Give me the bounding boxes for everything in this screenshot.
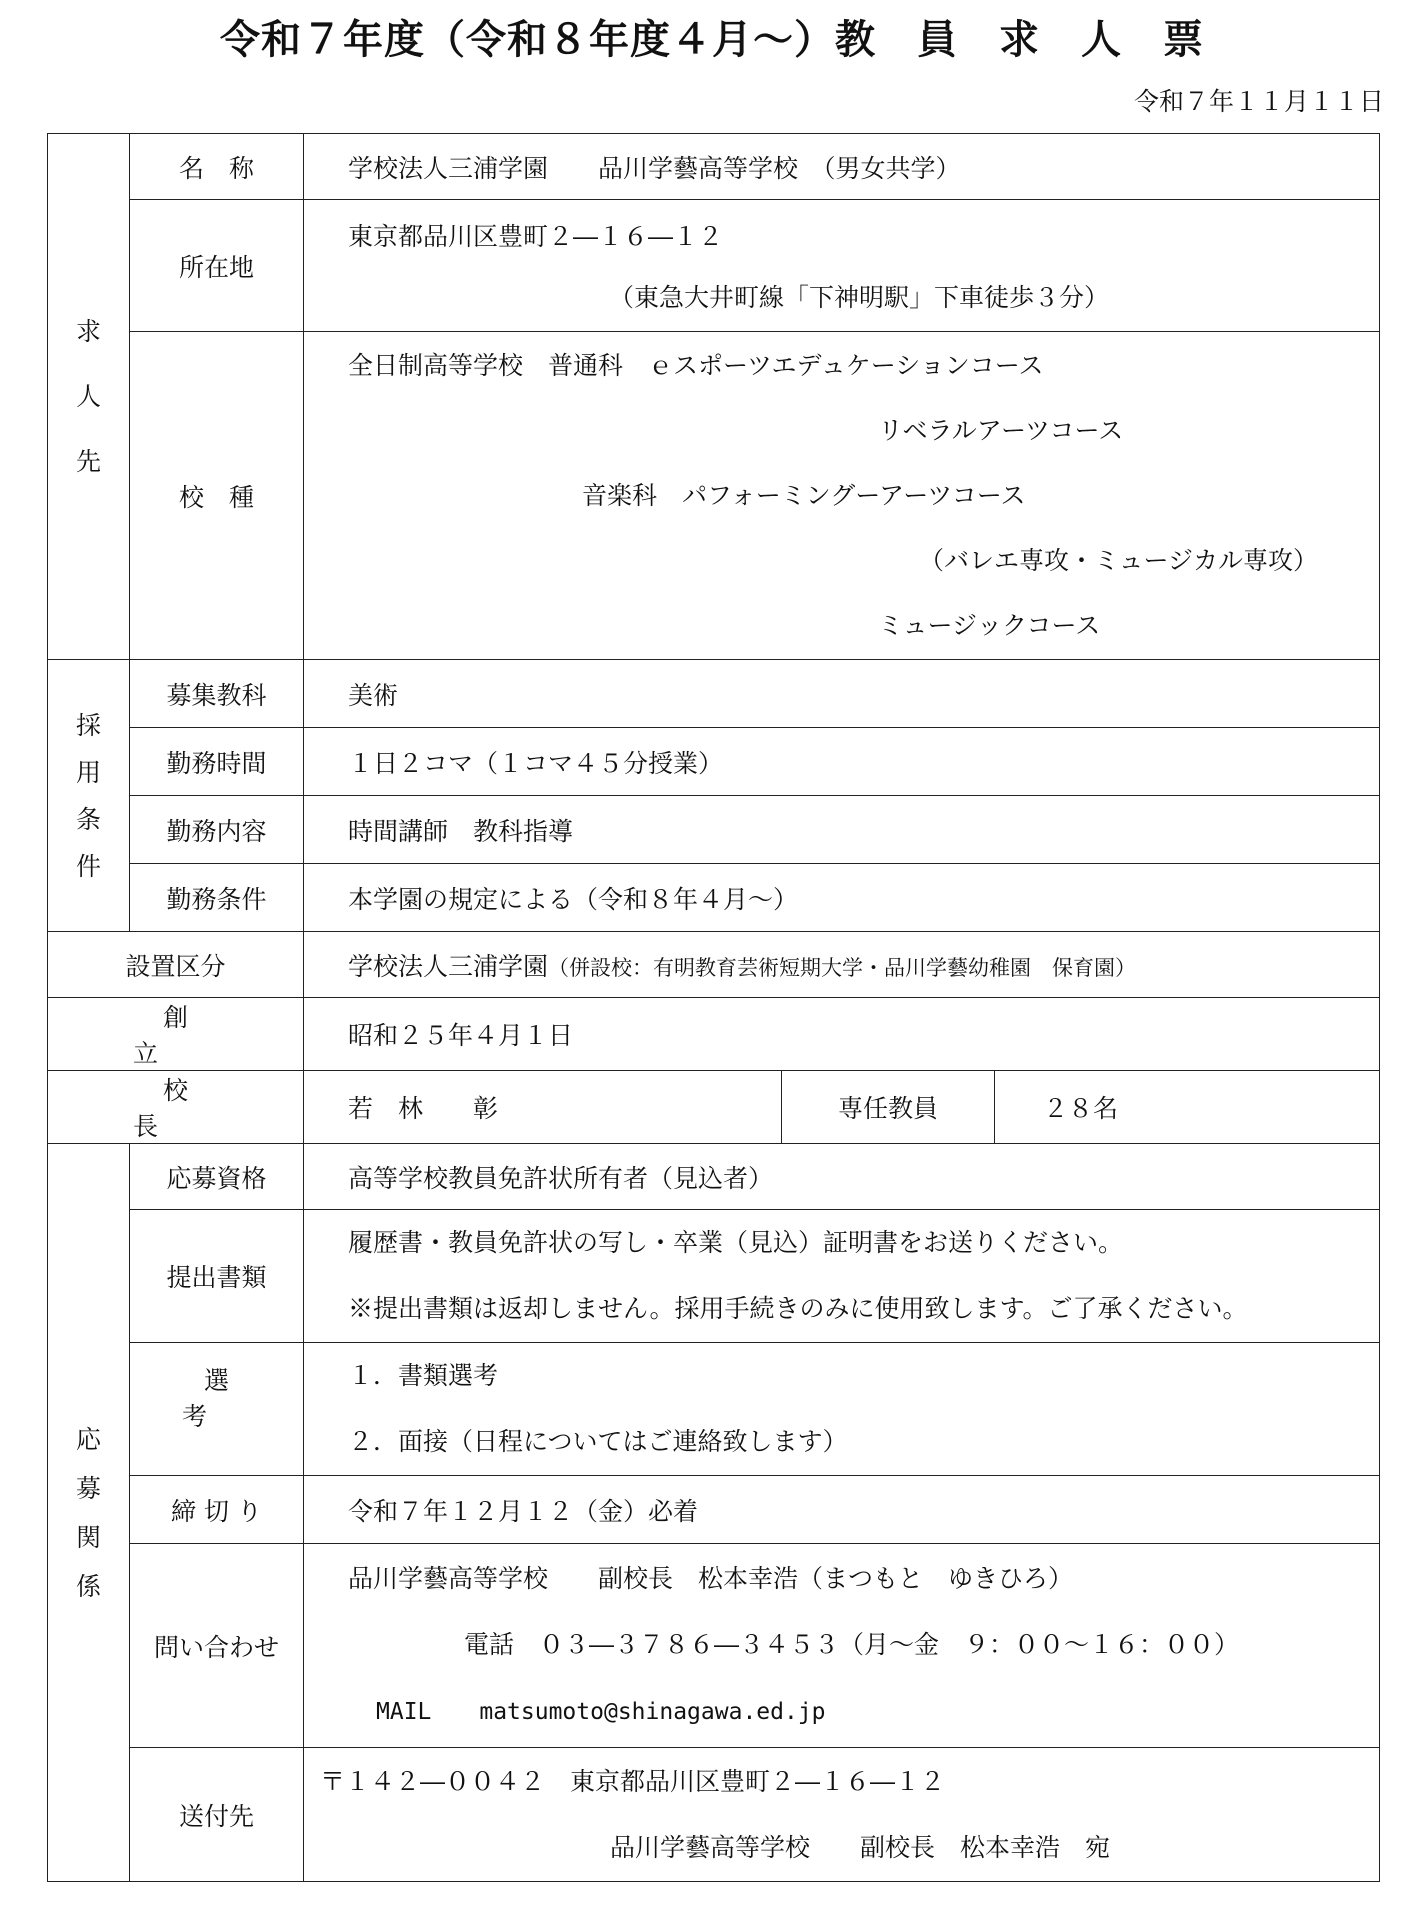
value-founded: 昭和２５年４月１日 <box>304 998 1380 1071</box>
value-duties: 時間講師 教科指導 <box>304 796 1380 864</box>
label-location: 所在地 <box>130 200 304 332</box>
value-subject: 美術 <box>304 660 1380 728</box>
label-category: 設置区分 <box>48 932 304 998</box>
issue-date: 令和７年１１月１１日 <box>1133 87 1384 116</box>
value-selection: １．書類選考 ２．面接（日程についてはご連絡致します） <box>304 1343 1380 1476</box>
value-qualification: 高等学校教員免許状所有者（見込者） <box>304 1144 1380 1210</box>
label-send-to: 送付先 <box>130 1748 304 1882</box>
value-contact: 品川学藝高等学校 副校長 松本幸浩（まつもと ゆきひろ） 電話 ０３―３７８６―３４５３（月～金 ９：００～１６：００） MAIL matsumoto@shinagawa.ed.jp <box>304 1544 1380 1748</box>
section-application: 応 募 関 係 <box>48 1144 130 1882</box>
label-documents: 提出書類 <box>130 1210 304 1343</box>
label-contact: 問い合わせ <box>130 1544 304 1748</box>
section-conditions: 採 用 条 件 <box>48 660 130 932</box>
value-hours: １日２コマ（１コマ４５分授業） <box>304 728 1380 796</box>
label-founded: 創 立 <box>48 998 304 1071</box>
label-school-type: 校 種 <box>130 332 304 660</box>
value-principal: 若 林 彰 <box>304 1071 782 1144</box>
label-name: 名 称 <box>130 134 304 200</box>
mail-label: MAIL <box>376 1699 432 1725</box>
label-deadline: 締 切 り <box>130 1476 304 1544</box>
value-deadline: 令和７年１２月１２（金）必着 <box>304 1476 1380 1544</box>
value-school-type: 全日制高等学校 普通科 ｅスポーツエデュケーションコース リベラルアーツコース 音楽科 パフォーミングーアーツコース （バレエ専攻・ミュージカル専攻） ミュージックコース <box>304 332 1380 660</box>
value-category: 学校法人三浦学園（併設校：有明教育芸術短期大学・品川学藝幼稚園 保育園） <box>304 932 1380 998</box>
value-send-to: 〒１４２―００４２ 東京都品川区豊町２―１６―１２ 品川学藝高等学校 副校長 松本幸浩 宛 <box>304 1748 1380 1882</box>
value-name: 学校法人三浦学園 品川学藝高等学校 （男女共学） <box>304 134 1380 200</box>
label-hours: 勤務時間 <box>130 728 304 796</box>
page-title: 令和７年度（令和８年度４月～）教 員 求 人 票 <box>220 16 1204 63</box>
mail-address[interactable]: matsumoto@shinagawa.ed.jp <box>479 1699 826 1725</box>
label-selection: 選 考 <box>130 1343 304 1476</box>
value-staff: ２８名 <box>995 1071 1380 1144</box>
label-qualification: 応募資格 <box>130 1144 304 1210</box>
label-duties: 勤務内容 <box>130 796 304 864</box>
job-posting-table <box>47 133 1380 1882</box>
value-documents: 履歴書・教員免許状の写し・卒業（見込）証明書をお送りください。 ※提出書類は返却しません。採用手続きのみに使用致します。ご了承ください。 <box>304 1210 1380 1343</box>
label-staff: 専任教員 <box>782 1071 995 1144</box>
value-location: 東京都品川区豊町２―１６―１２ （東急大井町線「下神明駅」下車徒歩３分） <box>304 200 1380 332</box>
label-subject: 募集教科 <box>130 660 304 728</box>
section-recruiter: 求 人 先 <box>48 134 130 660</box>
value-conditions: 本学園の規定による（令和８年４月～） <box>304 864 1380 932</box>
label-principal: 校 長 <box>48 1071 304 1144</box>
label-conditions: 勤務条件 <box>130 864 304 932</box>
